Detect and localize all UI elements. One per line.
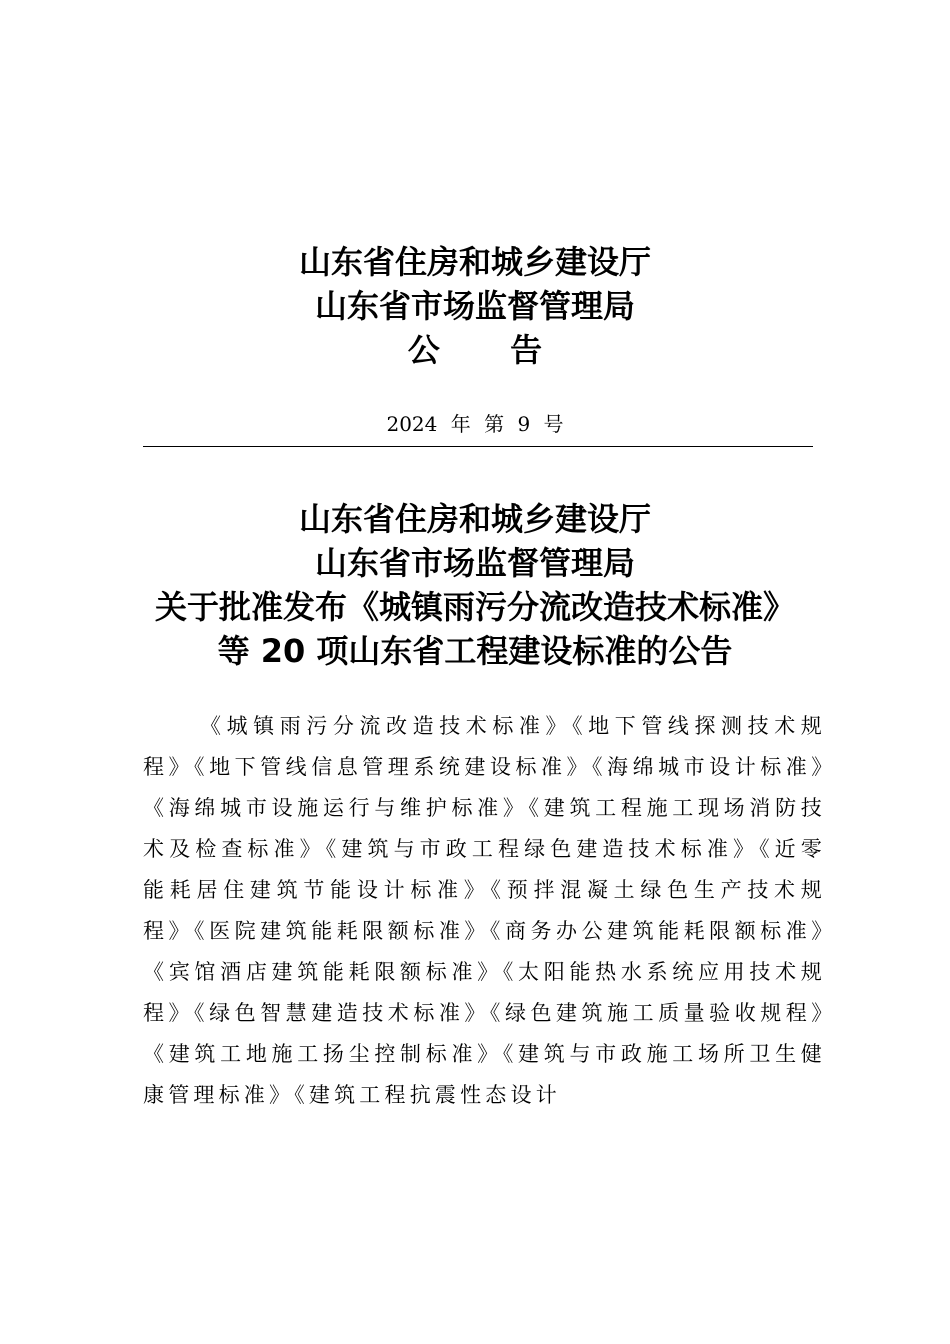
document-type: 公告 <box>407 331 613 369</box>
title-line-4: 等 20 项山东省工程建设标准的公告 <box>217 632 733 670</box>
title-line-1: 山东省住房和城乡建设厅 <box>298 500 651 538</box>
title-line-2: 山东省市场监督管理局 <box>314 544 635 582</box>
issuer-name-housing: 山东省住房和城乡建设厅 <box>298 243 651 281</box>
title-line-3: 关于批准发布《城镇雨污分流改造技术标准》 <box>154 588 795 626</box>
announcement-title <box>0 497 950 673</box>
issuing-header <box>0 240 950 372</box>
document-number: 2024 年 第 9 号 <box>386 412 564 436</box>
issuer-name-market-supervision: 山东省市场监督管理局 <box>314 287 635 325</box>
body-paragraph: 《城镇雨污分流改造技术标准》《地下管线探测技术规程》《地下管线信息管理系统建设标准》《海绵城市设计标准》《海绵城市设施运行与维护标准》《建筑工程施工现场消防技术及检查标准》《建筑与市政工程绿色建造技术标准》《近零能耗居住建筑节能设计标准》《预拌混凝土绿色生产技术规程》《医院建筑能耗限额标准》《商务办公建筑能耗限额标准》《宾馆酒店建筑能耗限额标准》《太阳能热水系统应用技术规程》《绿色智慧建造技术标准》《绿色建筑施工质量验收规程》《建筑工地施工扬尘控制标准》《建筑与市政施工场所卫生健康管理标准》《建筑工程抗震性态设计 <box>143 714 826 1107</box>
header-divider <box>143 446 813 447</box>
